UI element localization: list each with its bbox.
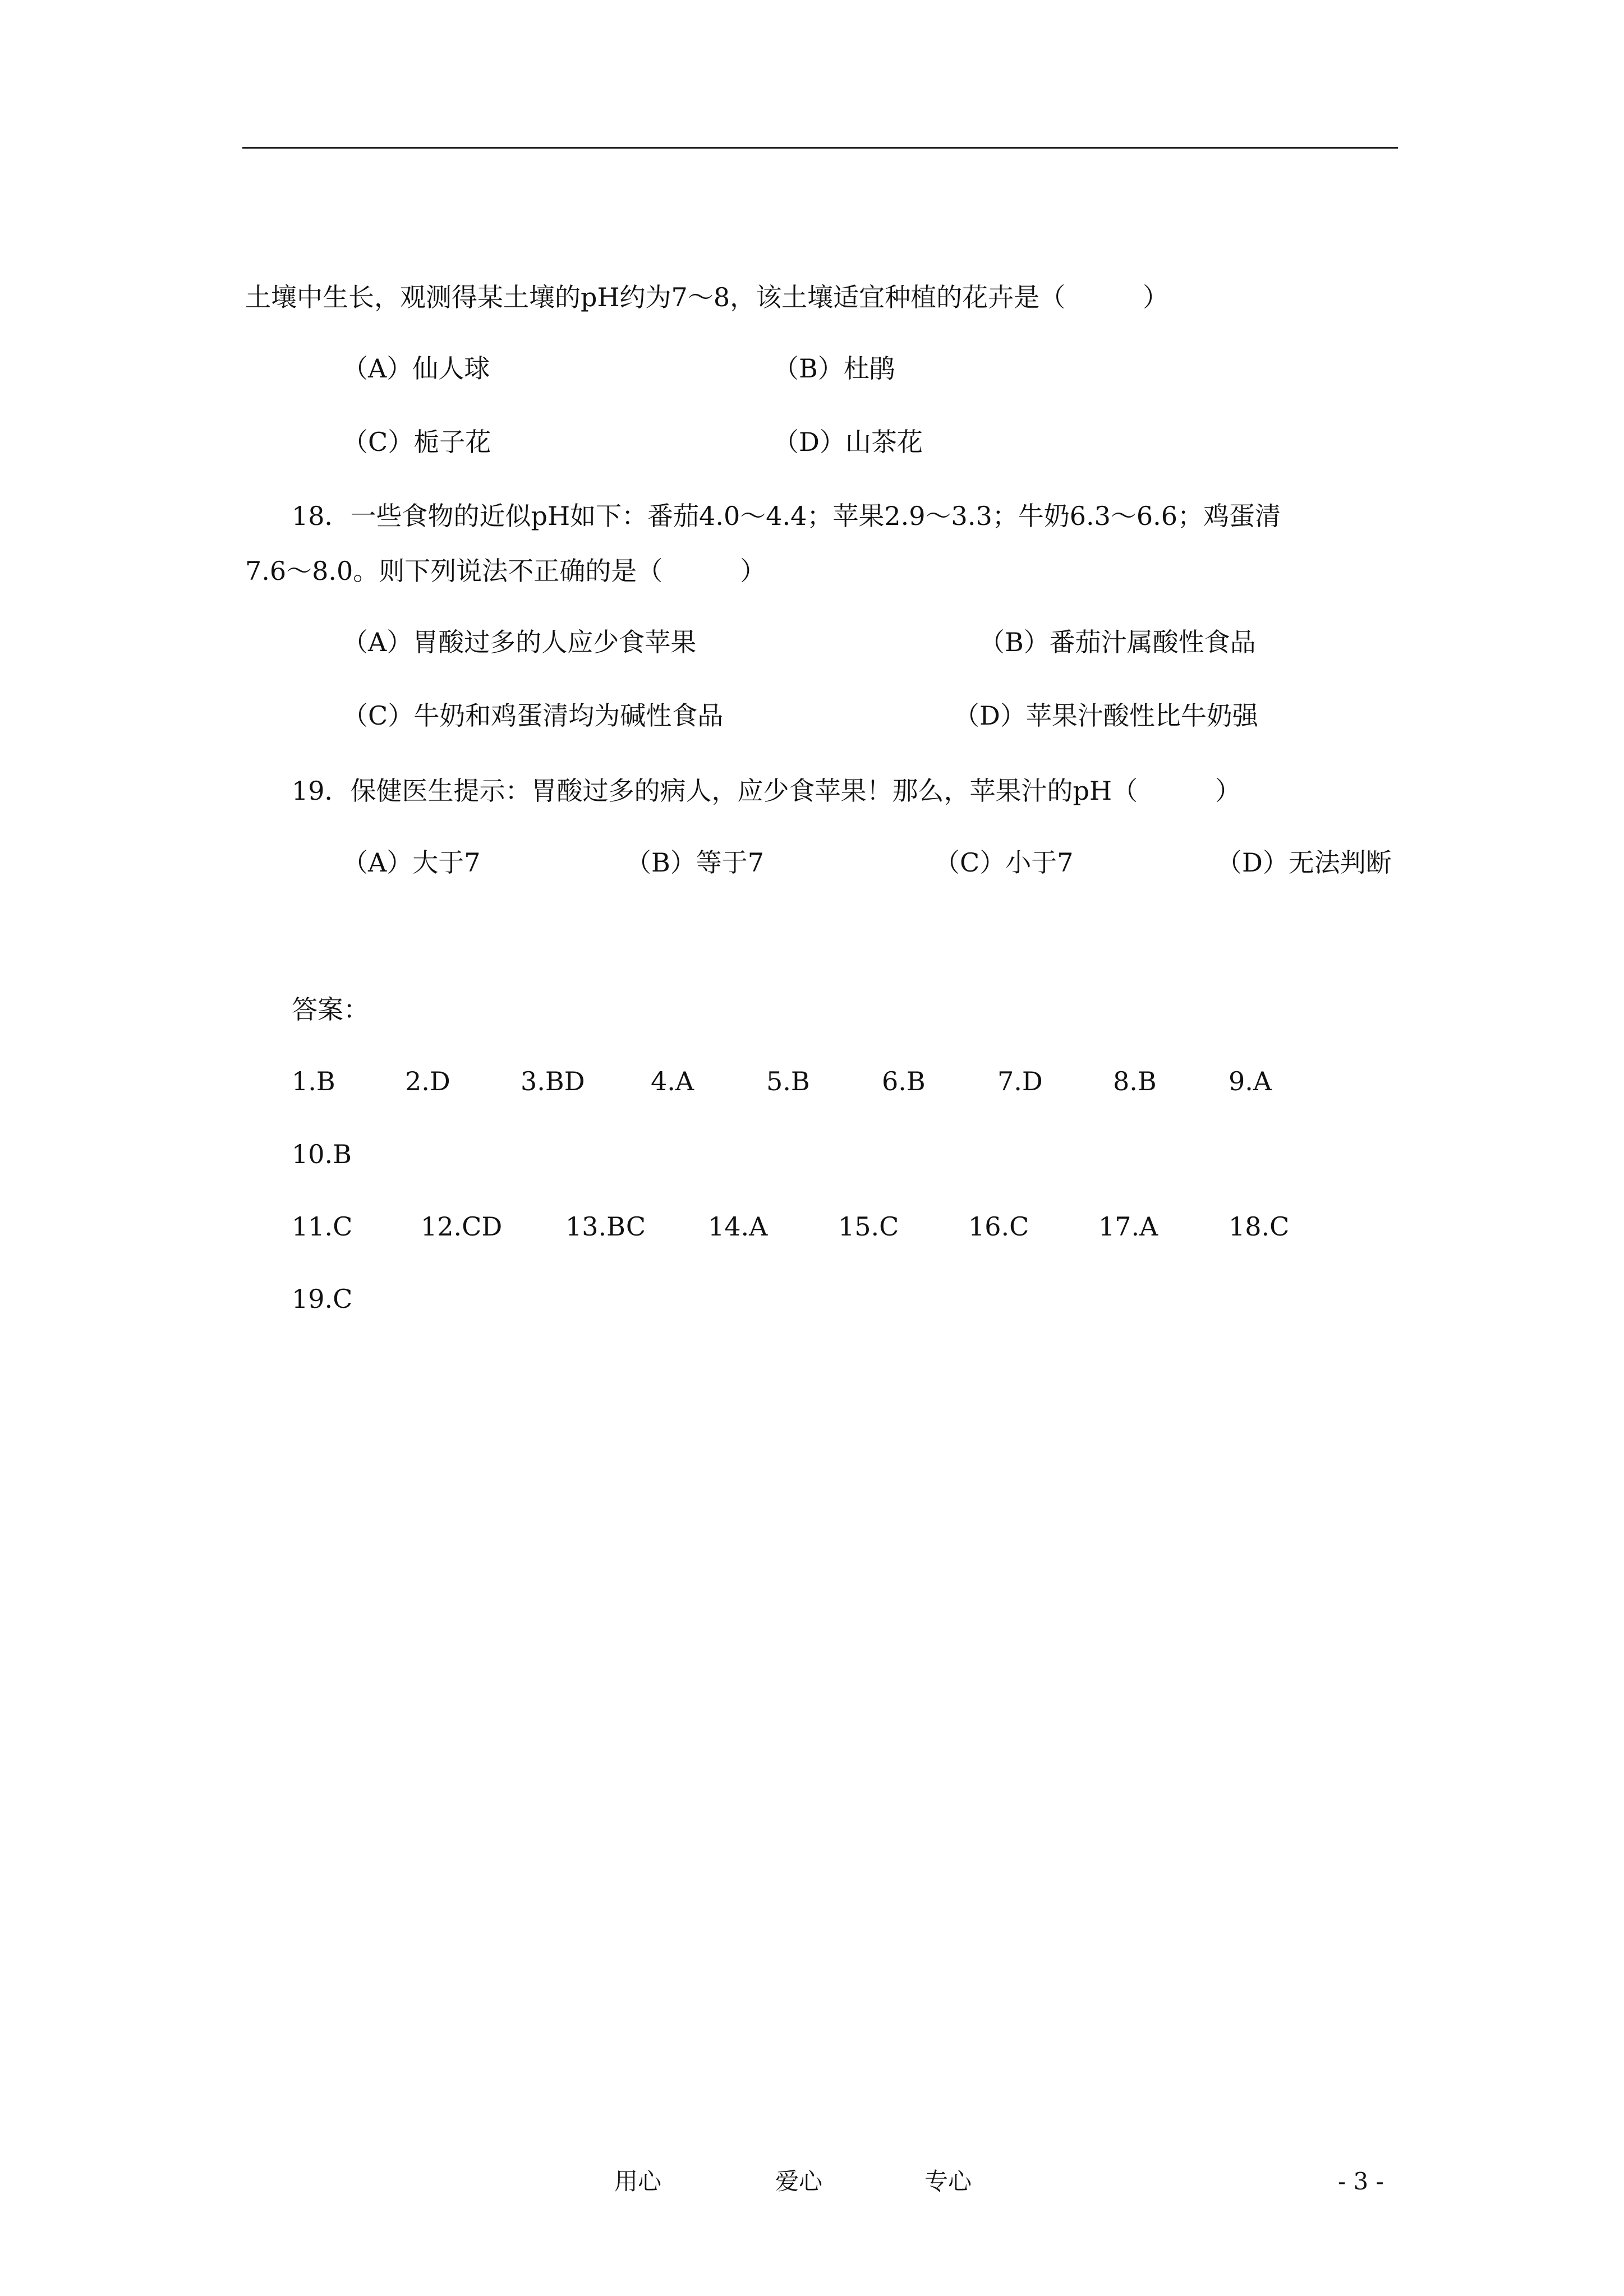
q18-option-b: （B）番茄汁属酸性食品 — [979, 627, 1256, 657]
answer-11: 11.C — [292, 1211, 353, 1242]
answer-13: 13.BC — [565, 1211, 646, 1242]
q17-option-b: （B）杜鹃 — [773, 353, 895, 384]
answer-15: 15.C — [838, 1211, 899, 1242]
q19-option-b: （B）等于7 — [625, 847, 765, 878]
q18-line1: 18．一些食物的近似pH如下：番茄4.0～4.4；苹果2.9～3.3；牛奶6.3～6.6；鸡蛋清 — [292, 501, 1281, 531]
answer-19: 19.C — [292, 1284, 353, 1314]
q17-option-d: （D）山茶花 — [773, 427, 923, 457]
answer-18: 18.C — [1229, 1211, 1290, 1242]
answer-14: 14.A — [708, 1211, 768, 1242]
answer-7: 7.D — [997, 1066, 1043, 1096]
answer-10: 10.B — [292, 1139, 352, 1169]
answer-6: 6.B — [882, 1066, 926, 1096]
answer-4: 4.A — [651, 1066, 694, 1096]
page-number: - 3 - — [1338, 2168, 1384, 2195]
q17-option-c: （C）栀子花 — [342, 427, 491, 457]
answers-heading: 答案： — [292, 994, 369, 1025]
answer-5: 5.B — [766, 1066, 810, 1096]
q18-option-c: （C）牛奶和鸡蛋清均为碱性食品 — [342, 700, 724, 731]
q18-option-d: （D）苹果汁酸性比牛奶强 — [954, 700, 1258, 731]
header-rule — [242, 147, 1398, 149]
answer-9: 9.A — [1229, 1066, 1272, 1096]
footer-word-3: 专心 — [924, 2168, 972, 2195]
q18-option-a: （A）胃酸过多的人应少食苹果 — [342, 627, 697, 657]
answer-1: 1.B — [292, 1066, 335, 1096]
answer-3: 3.BD — [521, 1066, 585, 1096]
footer-word-1: 用心 — [614, 2168, 662, 2195]
q19-option-d: （D）无法判断 — [1216, 847, 1392, 878]
answer-8: 8.B — [1113, 1066, 1157, 1096]
q19-stem: 19．保健医生提示：胃酸过多的病人，应少食苹果！那么，苹果汁的pH（ ） — [292, 776, 1241, 806]
q17-option-a: （A）仙人球 — [342, 353, 490, 384]
answer-12: 12.CD — [421, 1211, 503, 1242]
answer-2: 2.D — [405, 1066, 450, 1096]
answer-16: 16.C — [968, 1211, 1029, 1242]
footer-word-2: 爱心 — [775, 2168, 823, 2195]
answer-17: 17.A — [1098, 1211, 1158, 1242]
q19-option-a: （A）大于7 — [342, 847, 481, 878]
q17-continuation: 土壤中生长，观测得某土壤的pH约为7～8，该土壤适宜种植的花卉是（ ） — [245, 282, 1169, 312]
q19-option-c: （C）小于7 — [934, 847, 1074, 878]
q18-line2: 7.6～8.0。则下列说法不正确的是（ ） — [245, 556, 766, 586]
